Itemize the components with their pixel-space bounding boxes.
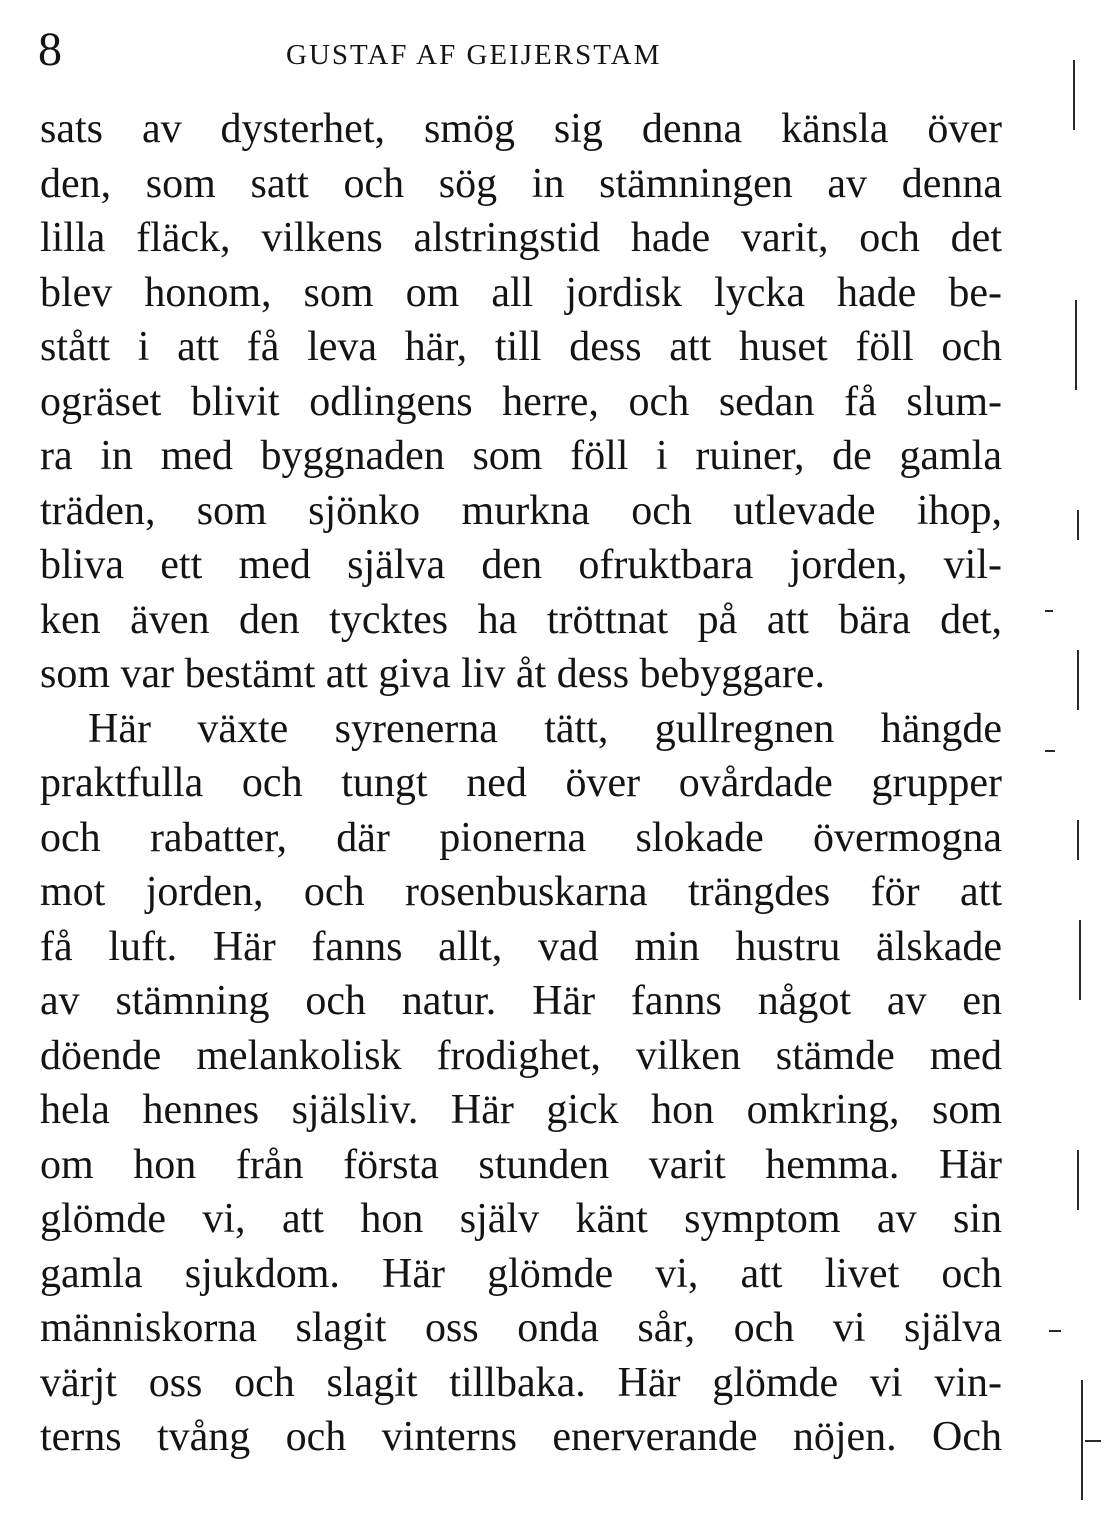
page-number: 8 [38,23,62,76]
text-line: ogräset blivit odlingens herre, och sedan få slum- [40,378,1002,425]
text-line: värjt oss och slagit tillbaka. Här glömde vi vin- [40,1359,1002,1406]
text-line: ra in med byggnaden som föll i ruiner, de gamla [40,433,1002,479]
scan-edge-marks [1015,0,1105,1514]
text-line: hela hennes själsliv. Här gick hon omkring, som [40,1087,1002,1133]
text-line-indented: Här växte syrenerna tätt, gullregnen hängde [88,705,1002,752]
text-line: döende melankolisk frodighet, vilken stämde med [40,1032,1002,1079]
text-line: bliva ett med själva den ofruktbara jorden, vil- [40,542,1002,588]
text-line: den, som satt och sög in stämningen av denna [40,160,1002,207]
text-line: om hon från första stunden varit hemma. Här [40,1141,1002,1188]
text-line: terns tvång och vinterns enerverande nöjen. Och [40,1414,1002,1460]
body-text [40,102,1002,1465]
text-line: ken även den tycktes ha tröttnat på att bära det, [40,596,1002,643]
text-line: träden, som sjönko murkna och utlevade ihop, [40,487,1002,534]
text-line: och rabatter, där pionerna slokade övermogna [40,814,1002,861]
text-line: lilla fläck, vilkens alstringstid hade varit, och det [40,215,1002,261]
text-line: praktfulla och tungt ned över ovårdade grupper [40,760,1002,806]
text-line: stått i att få leva här, till dess att huset föll och [40,324,1002,370]
text-line: människorna slagit oss onda sår, och vi själva [40,1305,1002,1351]
text-line: gamla sjukdom. Här glömde vi, att livet och [40,1250,1002,1297]
text-line: av stämning och natur. Här fanns något av en [40,978,1002,1024]
text-line: blev honom, som om all jordisk lycka hade be- [40,269,1002,316]
text-line: få luft. Här fanns allt, vad min hustru älskade [40,923,1002,970]
text-line: glömde vi, att hon själv känt symptom av sin [40,1196,1002,1242]
running-head: GUSTAF AF GEIJERSTAM [286,39,662,71]
text-line: som var bestämt att giva liv åt dess bebyggare. [40,651,825,697]
page-header [38,24,998,84]
text-line: mot jorden, och rosenbuskarna trängdes för att [40,869,1002,915]
text-line: sats av dysterhet, smög sig denna känsla över [40,106,1002,152]
